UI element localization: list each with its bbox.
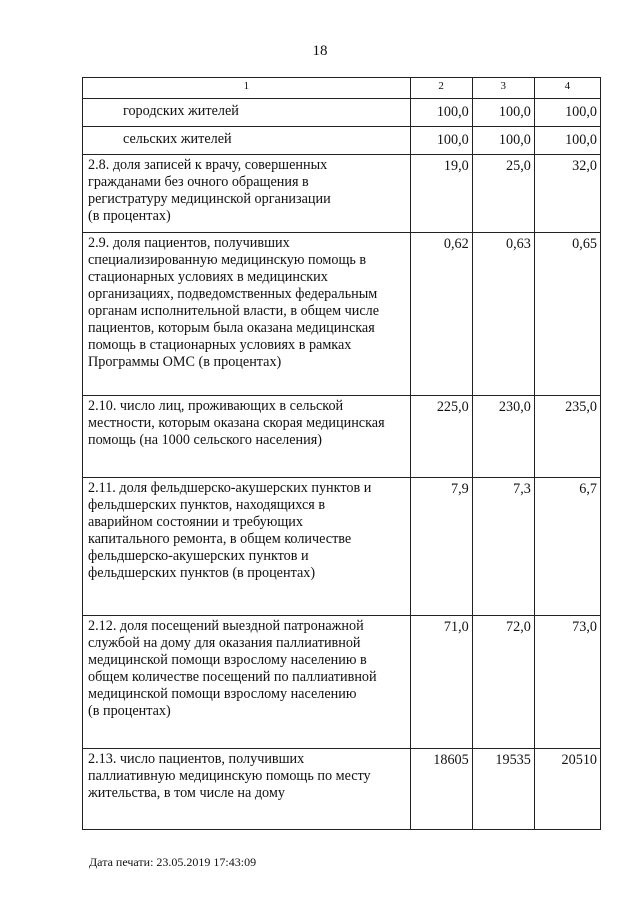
row-label: 2.10. число лиц, проживающих в сельской местности, которым оказана скорая медицинская помощь (на 1000 сельского населения) <box>83 396 411 478</box>
value-cell: 7,3 <box>472 478 534 616</box>
value-cell: 0,63 <box>472 233 534 396</box>
value-cell: 0,65 <box>534 233 600 396</box>
row-label: 2.8. доля записей к врачу, совершенных гражданами без очного обращения в регистратуру медицинской организации (в процентах) <box>83 155 411 233</box>
value-cell: 100,0 <box>472 127 534 155</box>
indicators-table <box>82 77 601 830</box>
row-label: 2.12. доля посещений выездной патронажной службой на дому для оказания паллиативной медицинской помощи взрослому населению в общем количестве посещений по паллиативной медицинской помощи взрослому населению (в процентах) <box>83 616 411 749</box>
table-row <box>83 396 601 478</box>
table-header-row <box>83 78 601 99</box>
value-cell: 0,62 <box>410 233 472 396</box>
header-cell-1: 1 <box>83 78 411 99</box>
value-cell: 20510 <box>534 749 600 830</box>
table-row <box>83 749 601 830</box>
print-date-footer: Дата печати: 23.05.2019 17:43:09 <box>89 855 257 869</box>
row-label: 2.9. доля пациентов, получивших специализированную медицинскую помощь в стационарных условиях в медицинских организациях, подведомственных федеральным органам исполнительной власти, в общем числе пациентов, которым была оказана медицинская помощь в стационарных условиях в рамках Программы ОМС (в процентах) <box>83 233 411 396</box>
value-cell: 100,0 <box>534 127 600 155</box>
value-cell: 100,0 <box>410 99 472 127</box>
value-cell: 7,9 <box>410 478 472 616</box>
header-cell-2: 2 <box>410 78 472 99</box>
table-row <box>83 127 601 155</box>
header-cell-3: 3 <box>472 78 534 99</box>
value-cell: 230,0 <box>472 396 534 478</box>
value-cell: 71,0 <box>410 616 472 749</box>
value-cell: 225,0 <box>410 396 472 478</box>
value-cell: 72,0 <box>472 616 534 749</box>
table-row <box>83 233 601 396</box>
row-label: 2.13. число пациентов, получивших паллиативную медицинскую помощь по месту жительства, в том числе на дому <box>83 749 411 830</box>
value-cell: 100,0 <box>472 99 534 127</box>
page-number: 18 <box>312 43 328 59</box>
value-cell: 25,0 <box>472 155 534 233</box>
row-label: сельских жителей <box>83 127 411 155</box>
value-cell: 73,0 <box>534 616 600 749</box>
value-cell: 19535 <box>472 749 534 830</box>
table-row <box>83 478 601 616</box>
header-cell-4: 4 <box>534 78 600 99</box>
value-cell: 6,7 <box>534 478 600 616</box>
row-label: городских жителей <box>83 99 411 127</box>
value-cell: 18605 <box>410 749 472 830</box>
value-cell: 100,0 <box>534 99 600 127</box>
table-row <box>83 155 601 233</box>
value-cell: 32,0 <box>534 155 600 233</box>
value-cell: 100,0 <box>410 127 472 155</box>
table-row <box>83 99 601 127</box>
value-cell: 235,0 <box>534 396 600 478</box>
value-cell: 19,0 <box>410 155 472 233</box>
row-label: 2.11. доля фельдшерско-акушерских пунктов и фельдшерских пунктов, находящихся в аварийном состоянии и требующих капитального ремонта, в общем количестве фельдшерско-акушерских пунктов и фельдшерских пунктов (в процентах) <box>83 478 411 616</box>
table-row <box>83 616 601 749</box>
